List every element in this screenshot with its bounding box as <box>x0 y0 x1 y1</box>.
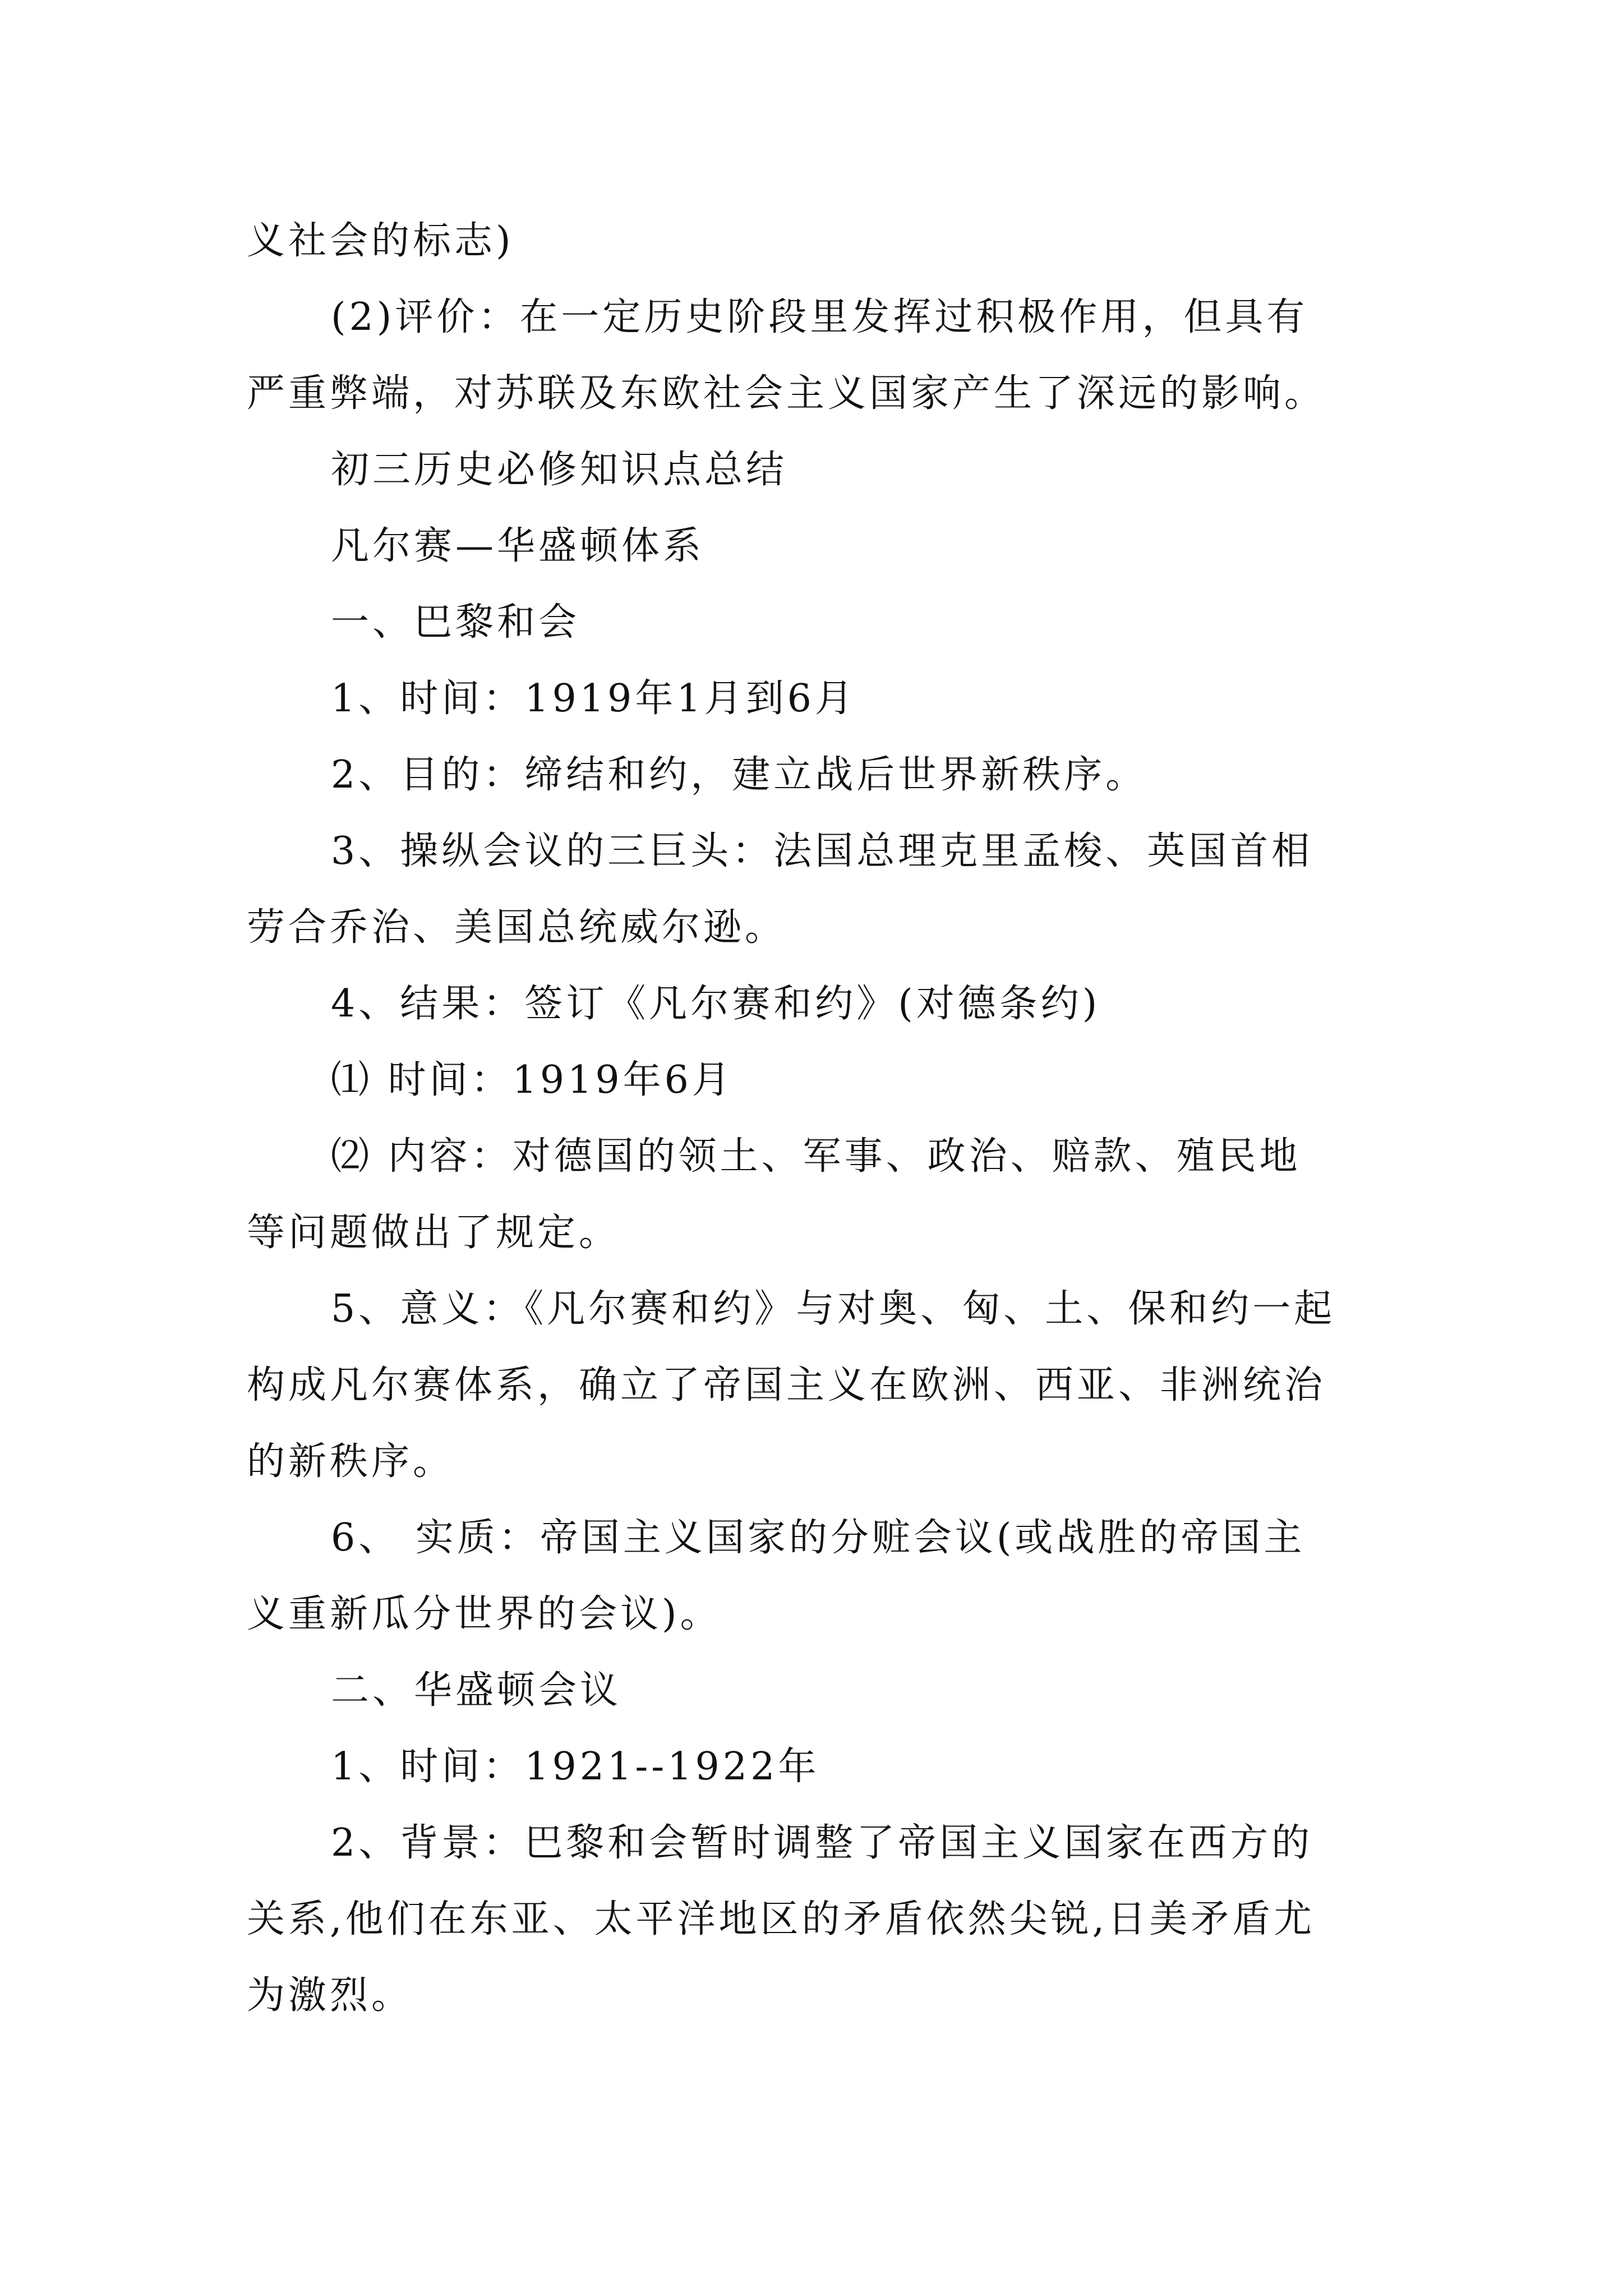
text-line: 劳合乔治、美国总统威尔逊。 <box>247 905 787 950</box>
text-line: 构成凡尔赛体系，确立了帝国主义在欧洲、西亚、非洲统治 <box>247 1363 1326 1407</box>
text-line: 5、意义：《凡尔赛和约》与对奥、匈、土、保和约一起 <box>331 1287 1336 1331</box>
heading: 二、华盛顿会议 <box>331 1668 622 1713</box>
text-line: 等问题做出了规定。 <box>247 1211 621 1255</box>
text-line: 关系,他们在东亚、太平洋地区的矛盾依然尖锐,日美矛盾尤 <box>247 1897 1316 1941</box>
text-line: 2、背景：巴黎和会暂时调整了帝国主义国家在西方的 <box>331 1821 1313 1865</box>
section-title: 初三历史必修知识点总结 <box>331 448 788 492</box>
text-line: ⑴ 时间：1919年6月 <box>331 1058 734 1102</box>
text-line: 1、时间：1919年1月到6月 <box>331 677 856 721</box>
text-line: 严重弊端，对苏联及东欧社会主义国家产生了深远的影响。 <box>247 371 1326 416</box>
text-line: 3、操纵会议的三巨头：法国总理克里孟梭、英国首相 <box>331 829 1313 873</box>
heading: 一、巴黎和会 <box>331 600 580 645</box>
text-line: 6、 实质：帝国主义国家的分赃会议(或战胜的帝国主 <box>331 1516 1306 1560</box>
text-line: 4、结果：签订《凡尔赛和约》(对德条约) <box>331 982 1101 1026</box>
section-title: 凡尔赛—华盛顿体系 <box>331 524 705 568</box>
text-line: 2、目的：缔结和约，建立战后世界新秩序。 <box>331 753 1147 797</box>
text-line: 义社会的标志) <box>247 219 514 263</box>
text-line: (2)评价：在一定历史阶段里发挥过积极作用，但具有 <box>331 295 1308 339</box>
text-line: 义重新瓜分世界的会议)。 <box>247 1592 722 1636</box>
text-line: 1、时间：1921--1922年 <box>331 1745 820 1789</box>
text-line: ⑵ 内容：对德国的领土、军事、政治、赔款、殖民地 <box>331 1134 1301 1179</box>
text-line: 的新秩序。 <box>247 1439 455 1484</box>
text-line: 为激烈。 <box>247 1973 413 2018</box>
